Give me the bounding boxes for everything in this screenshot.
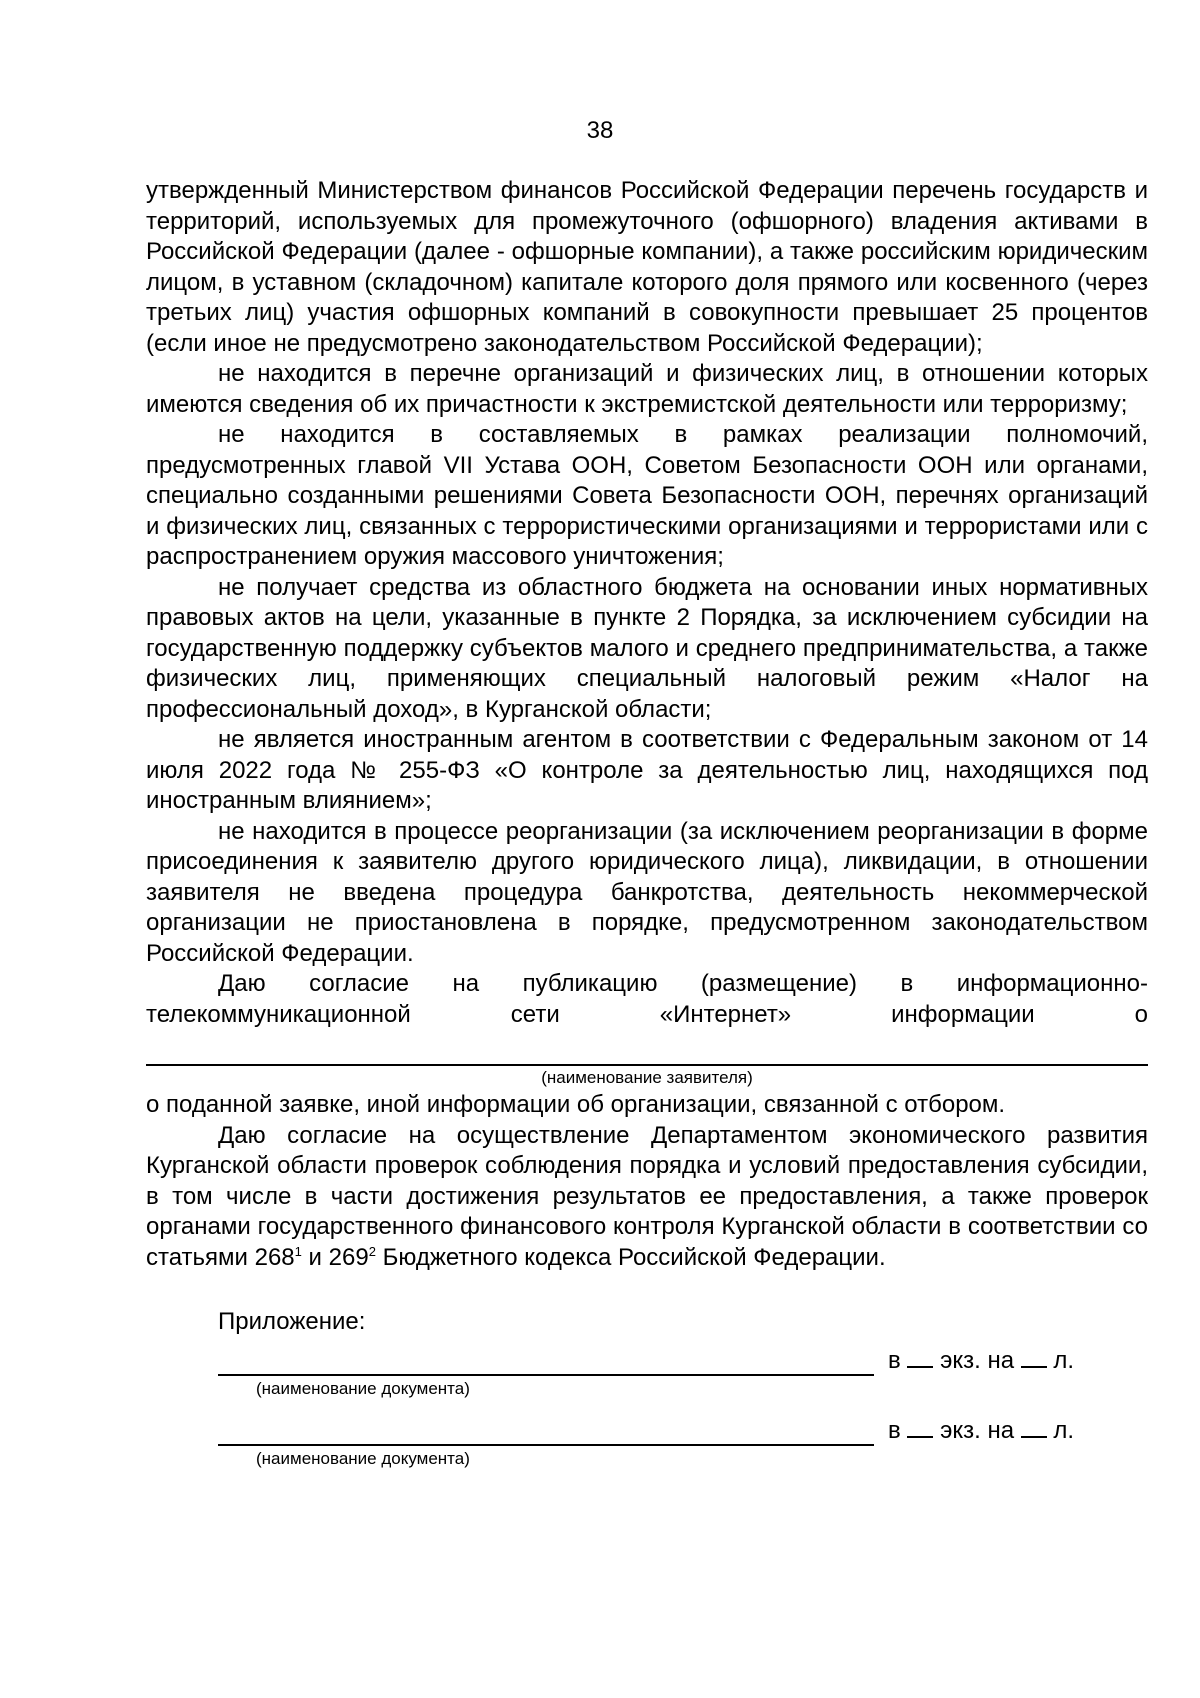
page-number: 38 [586, 117, 614, 144]
copies-blank[interactable] [907, 1344, 933, 1368]
superscript-1: 1 [294, 1243, 302, 1259]
inspection-text-1: Даю согласие на осуществление Департаментом экономического развития Курганской области проверок соблюдения порядка и условий предоставления субсидии, в том числе в части достижения результатов ее предоставления, а также проверок органами государственного финансового контроля Курганской области в соответствии со статьями 268 [146, 1121, 1148, 1271]
copies-sheets-text [888, 1414, 1074, 1446]
document-caption: (наименование документа) [256, 1448, 470, 1468]
paragraph-extremism: не находится в перечне организаций и физических лиц, в отношении которых имеются сведения об их причастности к экстремистской деятельности или терроризму; [146, 360, 1148, 418]
appendix-label: Приложение: [218, 1308, 366, 1335]
document-name-line[interactable] [218, 1414, 874, 1446]
copies-prefix: в [888, 1416, 908, 1444]
sheets-prefix: экз. на [933, 1346, 1021, 1374]
paragraph-application-info: о поданной заявке, иной информации об организации, связанной с отбором. [146, 1091, 1006, 1118]
appendix-row [218, 1338, 1148, 1376]
applicant-caption: (наименование заявителя) [541, 1068, 753, 1087]
document-body [146, 176, 1148, 1478]
sheets-suffix: л. [1046, 1346, 1075, 1374]
copies-blank[interactable] [907, 1414, 933, 1438]
applicant-name-line[interactable] [146, 1036, 1148, 1066]
document-caption: (наименование документа) [256, 1378, 470, 1398]
document-name-line[interactable] [218, 1344, 874, 1376]
paragraph-publication-consent: Даю согласие на публикацию (размещение) в информационно-телекоммуникационной сети «Интернет» информации о [146, 970, 1148, 1028]
spacer [146, 1273, 1148, 1307]
superscript-2: 2 [368, 1243, 376, 1259]
appendix-section [146, 1307, 1148, 1470]
copies-sheets-text [888, 1344, 1074, 1376]
paragraph-foreign-agent: не является иностранным агентом в соответствии с Федеральным законом от 14 июля 2022 года № 255-ФЗ «О контроле за деятельностью лиц, находящихся под иностранным влиянием»; [146, 726, 1148, 814]
inspection-text-3: Бюджетного кодекса Российской Федерации. [375, 1243, 886, 1271]
copies-prefix: в [888, 1346, 908, 1374]
sheets-suffix: л. [1046, 1416, 1075, 1444]
sheets-prefix: экз. на [933, 1416, 1021, 1444]
paragraph-reorganization: не находится в процессе реорганизации (за исключением реорганизации в форме присоединения к заявителю другого юридического лица), ликвидации, в отношении заявителя не введена процедура банкротства, деятельность некоммерческой организации не приостановлена в порядке, предусмотренном законодательством Российской Федерации. [146, 817, 1148, 967]
appendix-row [218, 1408, 1148, 1446]
paragraph-regional-budget: не получает средства из областного бюджета на основании иных нормативных правовых актов на цели, указанные в пункте 2 Порядка, за исключением субсидии на государственную поддержку субъектов малого и среднего предпринимательства, а также физических лиц, применяющих специальный налоговый режим «Налог на профессиональный доход», в Курганской области; [146, 573, 1148, 723]
paragraph-un-lists: не находится в составляемых в рамках реализации полномочий, предусмотренных главой VII Устава ООН, Советом Безопасности ООН или органами, специально созданными решениями Совета Безопасности ООН, перечнях организаций и физических лиц, связанных с террористическими организациями и террористами или с распространением оружия массового уничтожения; [146, 421, 1148, 570]
paragraph-offshore: утвержденный Министерством финансов Российской Федерации перечень государств и территорий, используемых для промежуточного (офшорного) владения активами в Российской Федерации (далее - офшорные компании), а также российским юридическим лицом, в уставном (складочном) капитале которого доля прямого или косвенного (через третьих лиц) участия офшорных компаний в совокупности превышает 25 процентов (если иное не предусмотрено законодательством Российской Федерации); [146, 177, 1148, 357]
sheets-blank[interactable] [1021, 1414, 1047, 1438]
sheets-blank[interactable] [1021, 1344, 1047, 1368]
inspection-text-2: и 269 [301, 1243, 369, 1271]
paragraph-inspection-consent [146, 1121, 1148, 1274]
